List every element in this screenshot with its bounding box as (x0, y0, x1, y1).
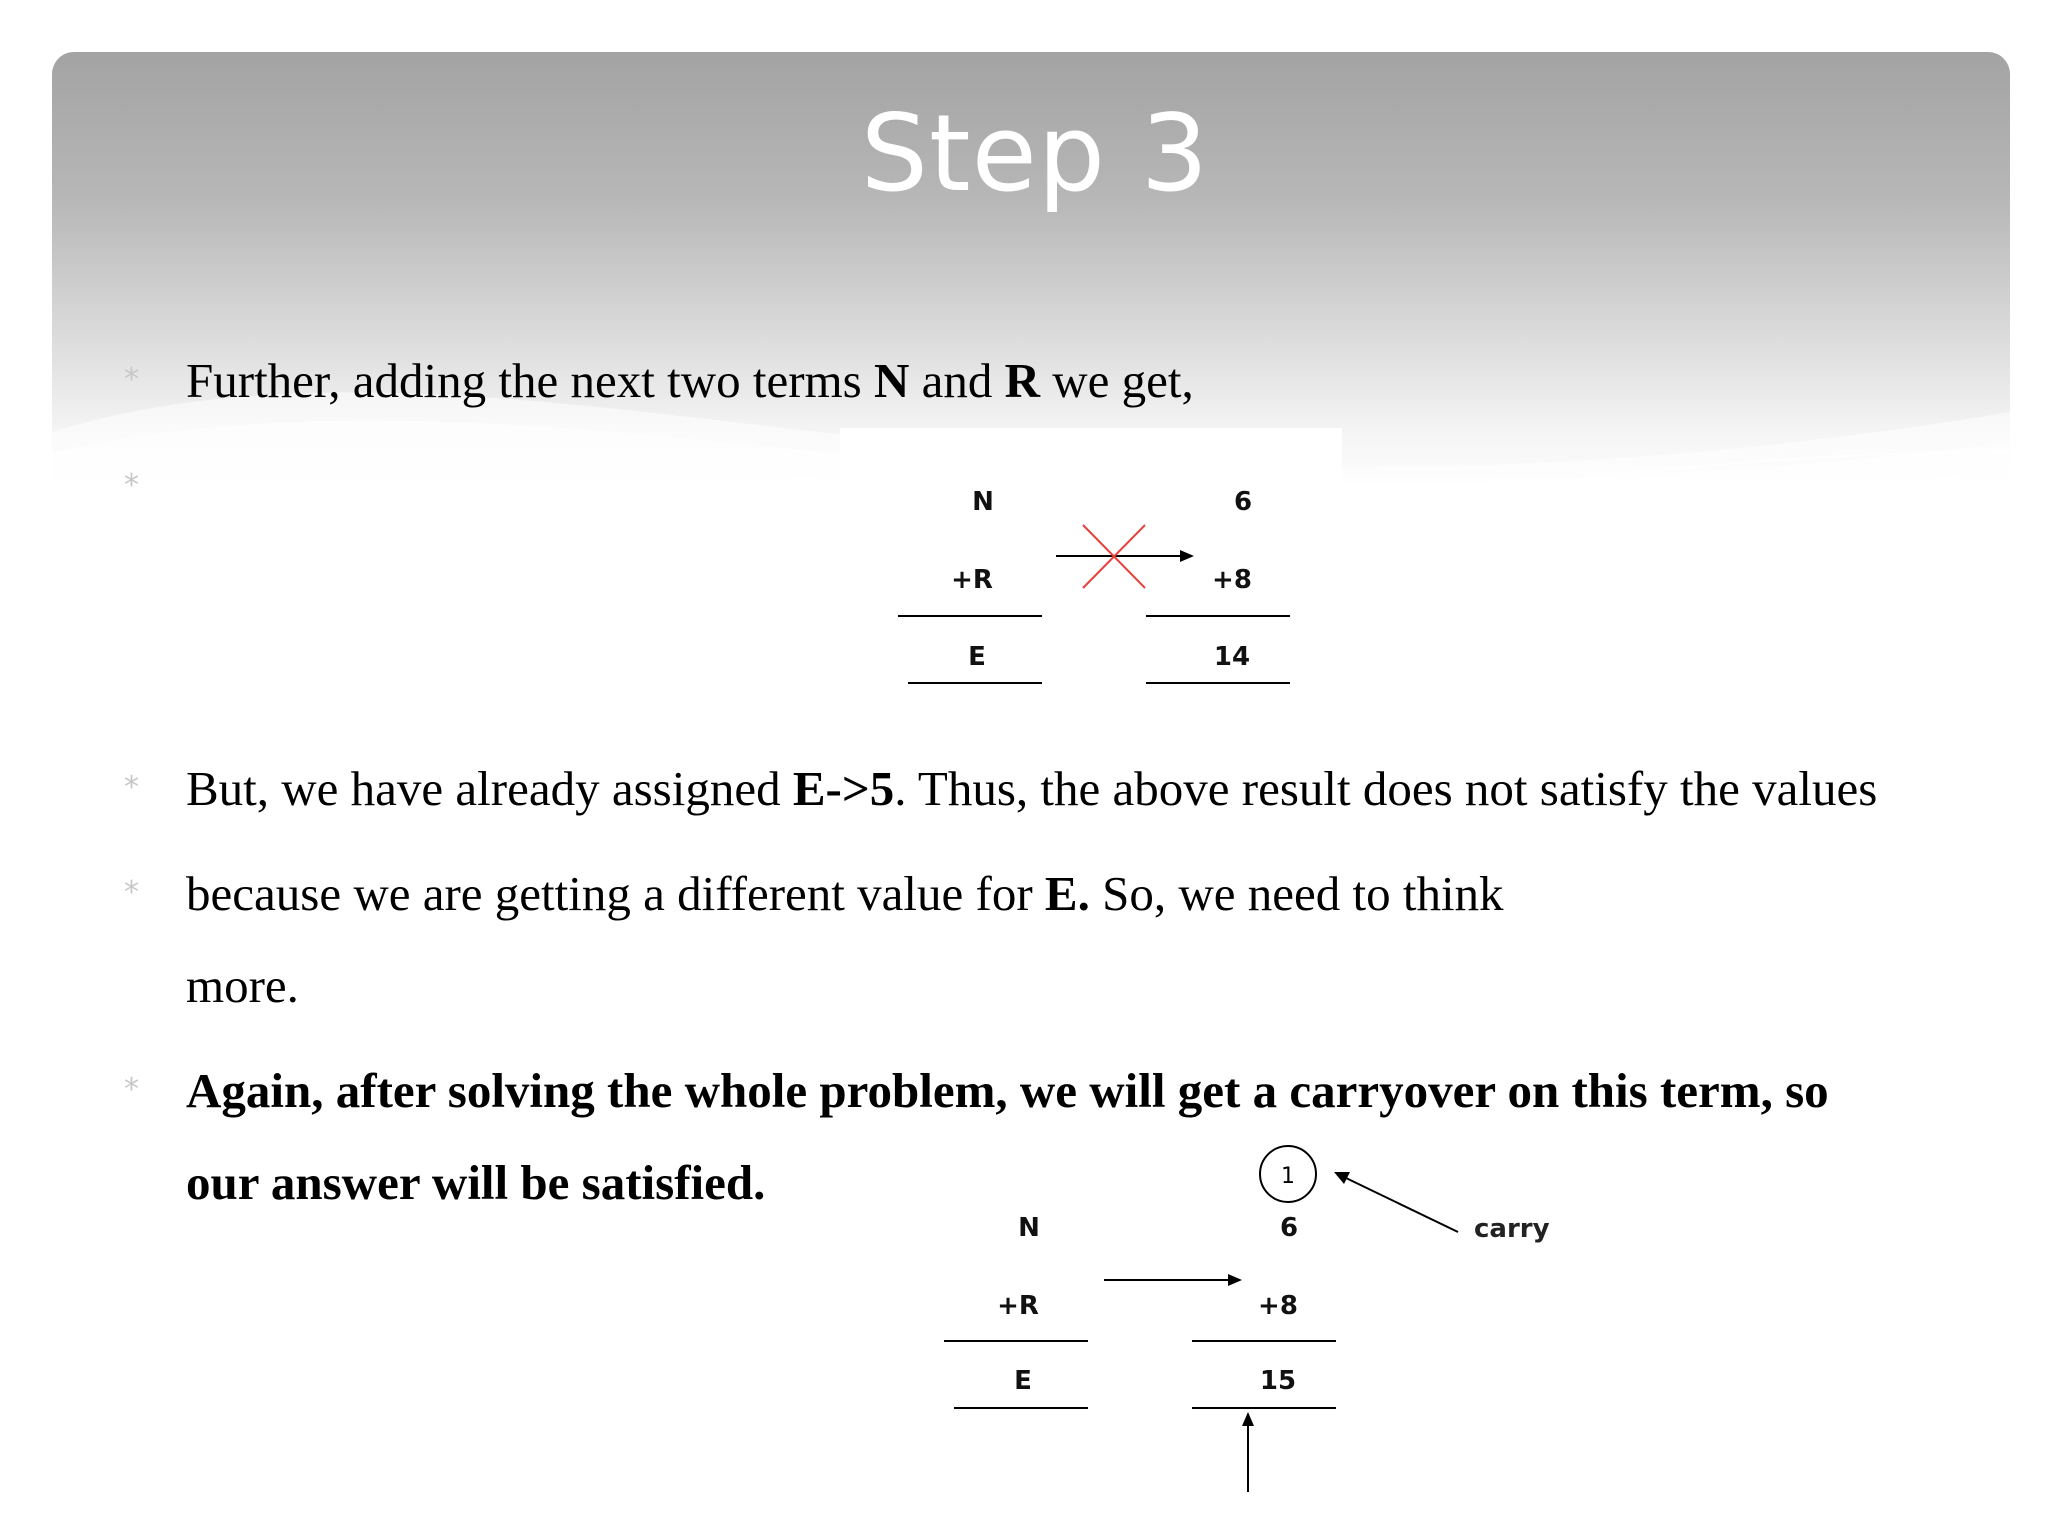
arrow-head (1228, 1274, 1242, 1286)
diagram-value-14: 14 (1213, 642, 1251, 672)
diagram-value-plus-8: +8 (1212, 565, 1252, 595)
text-segment: Further, adding the next two terms (186, 353, 874, 408)
paragraph-already-assigned (186, 758, 1877, 820)
bullet-marker: * (124, 1072, 139, 1107)
bold-assignment: E->5 (792, 761, 895, 816)
carry-pointer (1346, 1178, 1458, 1232)
bold-term-n: N (874, 353, 910, 408)
diagram-label-n: N (1018, 1213, 1040, 1243)
diagram-value-plus-8: +8 (1258, 1291, 1298, 1321)
text-segment: . Thus, the above result does not satisfy the values (894, 761, 1878, 816)
diagram-value-15: 15 (1259, 1366, 1297, 1396)
carry-label: carry (1474, 1214, 1550, 1244)
bullet-marker: * (124, 362, 139, 397)
carry-digit: 1 (1281, 1164, 1295, 1189)
paragraph-different-value (186, 863, 1504, 925)
diagram-label-plus-r: +R (997, 1291, 1039, 1321)
up-arrow-head (1242, 1412, 1254, 1426)
addition-diagram-crossed (840, 428, 1342, 718)
text-segment: and (909, 353, 1005, 408)
diagram-label-plus-r: +R (951, 565, 993, 595)
text-segment: because we are getting a different value for (186, 866, 1045, 921)
text-segment: But, we have already assigned (186, 761, 793, 816)
diagram-label-n: N (972, 487, 994, 517)
addition-diagram-carry (930, 1130, 1580, 1500)
bullet-marker: * (124, 875, 139, 910)
diagram-value-6: 6 (1279, 1213, 1299, 1243)
slide-title: Step 3 (860, 92, 1210, 215)
paragraph-continuation: more. (186, 958, 299, 1013)
bullet-marker: * (124, 468, 139, 503)
text-segment: So, we need to think (1089, 866, 1504, 921)
diagram-label-e: E (1014, 1366, 1032, 1396)
bold-term-r: R (1004, 353, 1041, 408)
diagram-value-6: 6 (1233, 487, 1253, 517)
diagram-label-e: E (968, 642, 986, 672)
paragraph-carryover: Again, after solving the whole problem, we will get a carryover on this term, so (186, 1063, 1829, 1118)
arrow-head (1180, 550, 1194, 562)
text-segment: we get, (1040, 353, 1194, 408)
bullet-marker: * (124, 770, 139, 805)
paragraph-adding-terms (186, 350, 1194, 412)
bold-term-e: E. (1044, 866, 1090, 921)
paragraph-satisfied: our answer will be satisfied. (186, 1155, 766, 1210)
